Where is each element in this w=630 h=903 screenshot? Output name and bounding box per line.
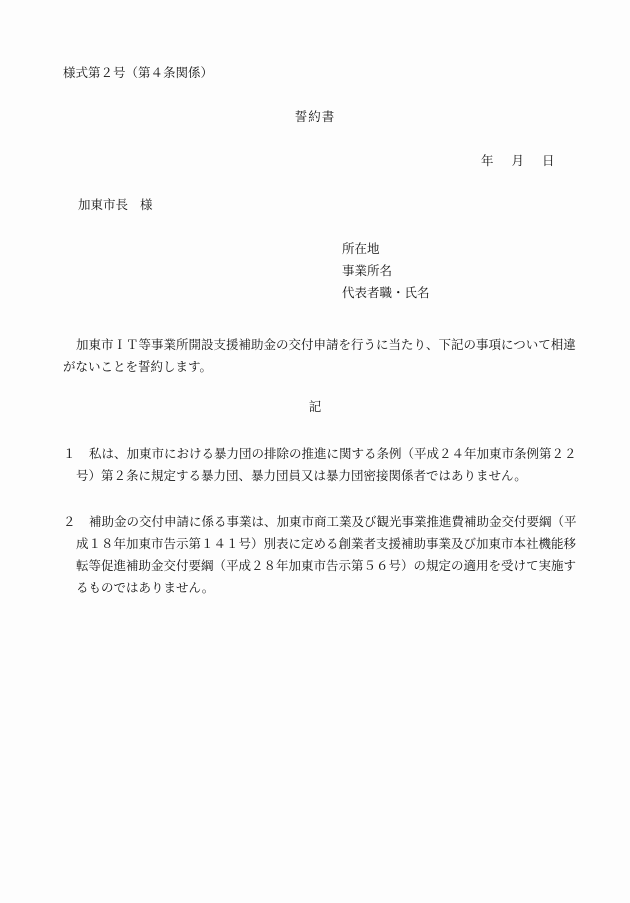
date-month-label: 月 [511,153,525,168]
pledge-item-1 [63,443,587,487]
date-line [481,155,555,168]
date-day-label: 日 [542,153,555,168]
applicant-block [342,243,430,309]
pledge-statement: 加東市ＩＴ等事業所開設支援補助金の交付申請を行うに当たり、下記の事項について相違がないことを誓約します。 [63,337,576,374]
pledge-item-number: ２ [63,514,76,529]
ki-heading: 記 [308,399,322,414]
applicant-field-representative: 代表者職・氏名 [342,285,430,300]
document-title: 誓約書 [294,109,336,124]
pledge-item-text: 私は、加東市における暴力団の排除の推進に関する条例（平成２４年加東市条例第２２号）第２条に規定する暴力団、暴力団員又は暴力団密接関係者ではありません。 [76,446,577,483]
addressee-honorific: 様 [140,197,153,212]
pledge-item-number: １ [63,446,76,461]
form-label: 様式第２号（第４条関係） [63,65,214,80]
applicant-field-business-name: 事業所名 [342,263,393,278]
pledge-item-2 [63,511,587,599]
addressee-name: 加東市長 [78,197,129,212]
date-year-label: 年 [481,153,494,168]
addressee [78,199,153,212]
pledge-item-text: 補助金の交付申請に係る事業は、加東市商工業及び観光事業推進費補助金交付要綱（平成１８年加東市告示第１４１号）別表に定める創業者支援補助事業及び加東市本社機能移転等促進補助金交付要綱（平成２８年加東市告示第５６号）の規定の適用を受けて実施するものではありません。 [76,514,577,595]
applicant-field-address: 所在地 [342,241,380,256]
